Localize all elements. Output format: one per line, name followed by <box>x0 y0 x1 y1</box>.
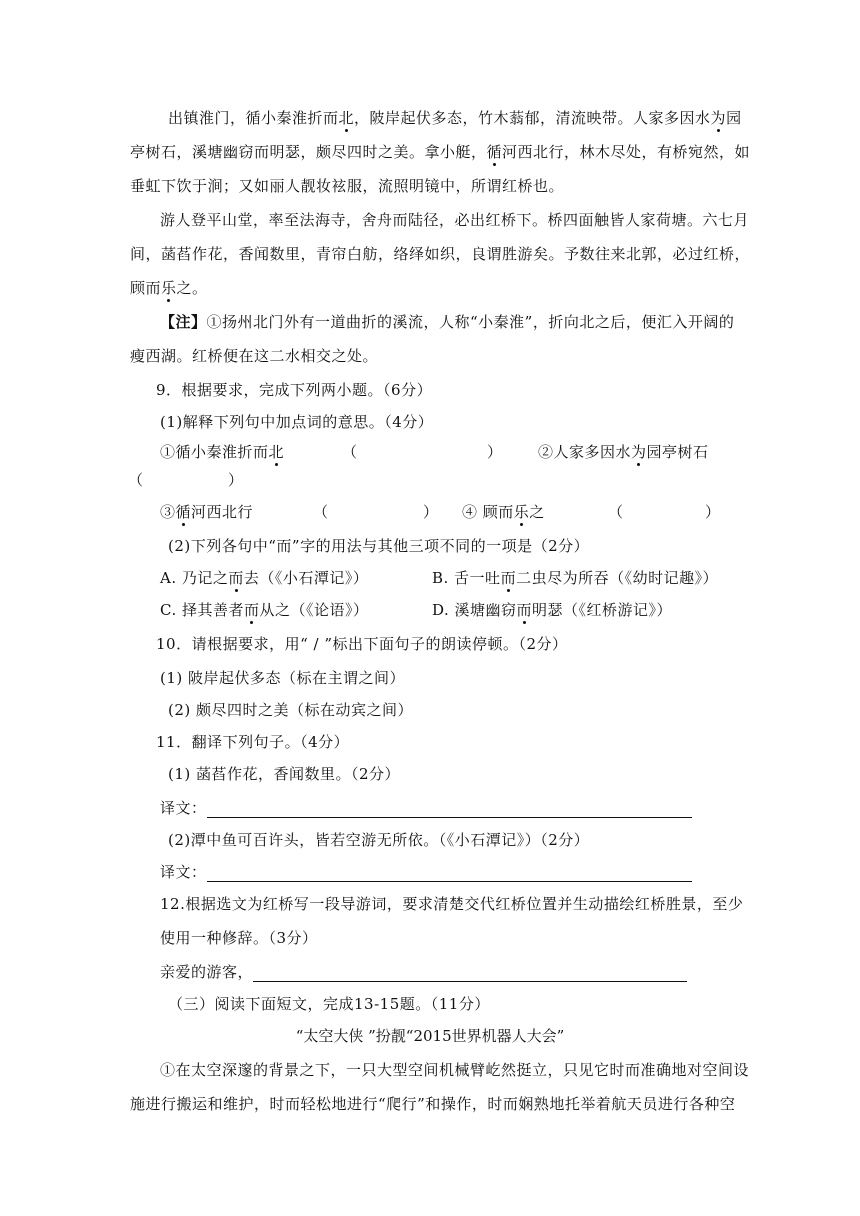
q9-option-d: D. 溪塘幽窃而明瑟（《红桥游记》） <box>432 601 673 619</box>
note-line2: 瘦西湖。红桥便在这二水相交之处。 <box>130 347 379 365</box>
emphasis-dot-char: 而 <box>228 569 244 587</box>
answer-field-3[interactable] <box>253 967 687 982</box>
q9-item3: ③循河西北行 <box>160 503 254 521</box>
q10-item2: (2) 颇尽四时之美（标在动宾之间） <box>168 701 414 719</box>
emphasis-dot-char: 乐 <box>513 503 530 521</box>
q9-sub1: (1)解释下列句中加点词的意思。（4分） <box>160 413 434 431</box>
q9-item2-paren-close: ） <box>228 471 244 489</box>
passage-p1-line3: 垂虹下饮于涧；又如丽人靓妆袨服，流照明镜中，所谓红桥也。 <box>130 177 565 195</box>
passage-p2-line2: 间，菡萏作花，香闻数里，青帘白舫，络绎如织，良谓胜游矣。予数往来北郭，必过红桥， <box>130 245 751 263</box>
q9-option-c: C. 择其善者而从之（《论语》） <box>160 601 369 619</box>
q9-stem: 9．根据要求，完成下列两小题。（6分） <box>156 381 433 399</box>
emphasis-dot-char: 北 <box>268 443 285 461</box>
answer-field-2[interactable] <box>207 867 692 882</box>
article-title: “太空大侠 ”扮靓“2015世界机器人大会” <box>295 1027 565 1045</box>
q9-item1-paren-open: （ <box>342 443 358 461</box>
q9-item3-paren-open: （ <box>313 503 329 521</box>
q9-option-a: A. 乃记之而去（《小石潭记》） <box>160 569 369 587</box>
q9-sub2: (2)下列各句中“而”字的用法与其他三项不同的一项是（2分） <box>168 537 590 555</box>
q11-answer2: 译文： <box>160 862 780 882</box>
q10-stem: 10．请根据要求，用“ / ”标出下面句子的朗读停顿。（2分） <box>156 635 568 653</box>
passage-p2-line3: 顾而乐之。 <box>130 279 208 297</box>
section3-header: （三）阅读下面短文，完成13-15题。（11分） <box>168 995 490 1013</box>
answer-field-1[interactable] <box>207 803 692 818</box>
note-line1: 【注】①扬州北门外有一道曲折的溪流，人称“小秦淮”，折向北之后，便汇入开阔的 <box>160 313 735 331</box>
q9-item3-paren-close: ） <box>423 503 439 521</box>
emphasis-dot-char: 循 <box>486 143 503 161</box>
q11-item2: (2)潭中鱼可百许头，皆若空游无所依。（《小石潭记》）（2分） <box>168 831 590 849</box>
q9-item4-paren-open: （ <box>608 503 624 521</box>
q11-stem: 11．翻译下列句子。（4分） <box>156 733 350 751</box>
passage-p1-line2: 亭树石，溪塘幽窃而明瑟，颇尽四时之美。拿小艇，循河西北行，林木尽处，有桥宛然，如 <box>130 143 751 161</box>
q11-answer1: 译文： <box>160 798 780 818</box>
q9-option-b: B. 舌一吐而二虫尽为所吞（《幼时记趣》） <box>432 569 719 587</box>
q9-item1-paren-close: ） <box>487 443 503 461</box>
emphasis-dot-char: 为 <box>710 109 727 127</box>
q9-item2-paren-open: （ <box>128 471 144 489</box>
passage-p1-line1: 出镇淮门，循小秦淮折而北，陂岸起伏多态，竹木蓊郁，清流映带。人家多因水为园 <box>168 109 742 127</box>
q9-item2: ②人家多因水为园亭树石 <box>538 443 709 461</box>
q11-item1: (1) 菡萏作花，香闻数里。（2分） <box>168 765 401 783</box>
article-p1-line1: ①在太空深邃的背景之下，一只大型空间机械臂屹然挺立，只见它时而准确地对空间设 <box>160 1061 750 1079</box>
q12-answer: 亲爱的游客， <box>160 962 780 982</box>
note-label: 【注】 <box>160 313 207 331</box>
article-p1-line2: 施进行搬运和维护，时而轻松地进行“爬行”和操作，时而娴熟地托举着航天员进行各种空 <box>130 1095 736 1113</box>
emphasis-dot-char: 循 <box>175 503 192 521</box>
q10-item1: (1) 陂岸起伏多态（标在主谓之间） <box>160 669 406 687</box>
q9-item4: ④ 顾而乐之 <box>462 503 545 521</box>
q9-item4-paren-close: ） <box>705 503 721 521</box>
emphasis-dot-char: 而 <box>516 601 533 619</box>
q12-line1: 12.根据选文为红桥写一段导游词，要求清楚交代红桥位置并生动描绘红桥胜景，至少 <box>160 895 744 913</box>
emphasis-dot-char: 为 <box>631 443 647 461</box>
emphasis-dot-char: 乐 <box>161 279 177 297</box>
q9-items-row1: ①循小秦淮折而北 <box>160 443 285 461</box>
emphasis-dot-char: 而 <box>500 569 517 587</box>
passage-p2-line1: 游人登平山堂，率至法海寺，舍舟而陆径，必出红桥下。桥四面触皆人家荷塘。六七月 <box>160 211 750 229</box>
q12-line2: 使用一种修辞。（3分） <box>160 929 318 947</box>
emphasis-dot-char: 北 <box>338 109 355 127</box>
emphasis-dot-char: 而 <box>243 601 260 619</box>
